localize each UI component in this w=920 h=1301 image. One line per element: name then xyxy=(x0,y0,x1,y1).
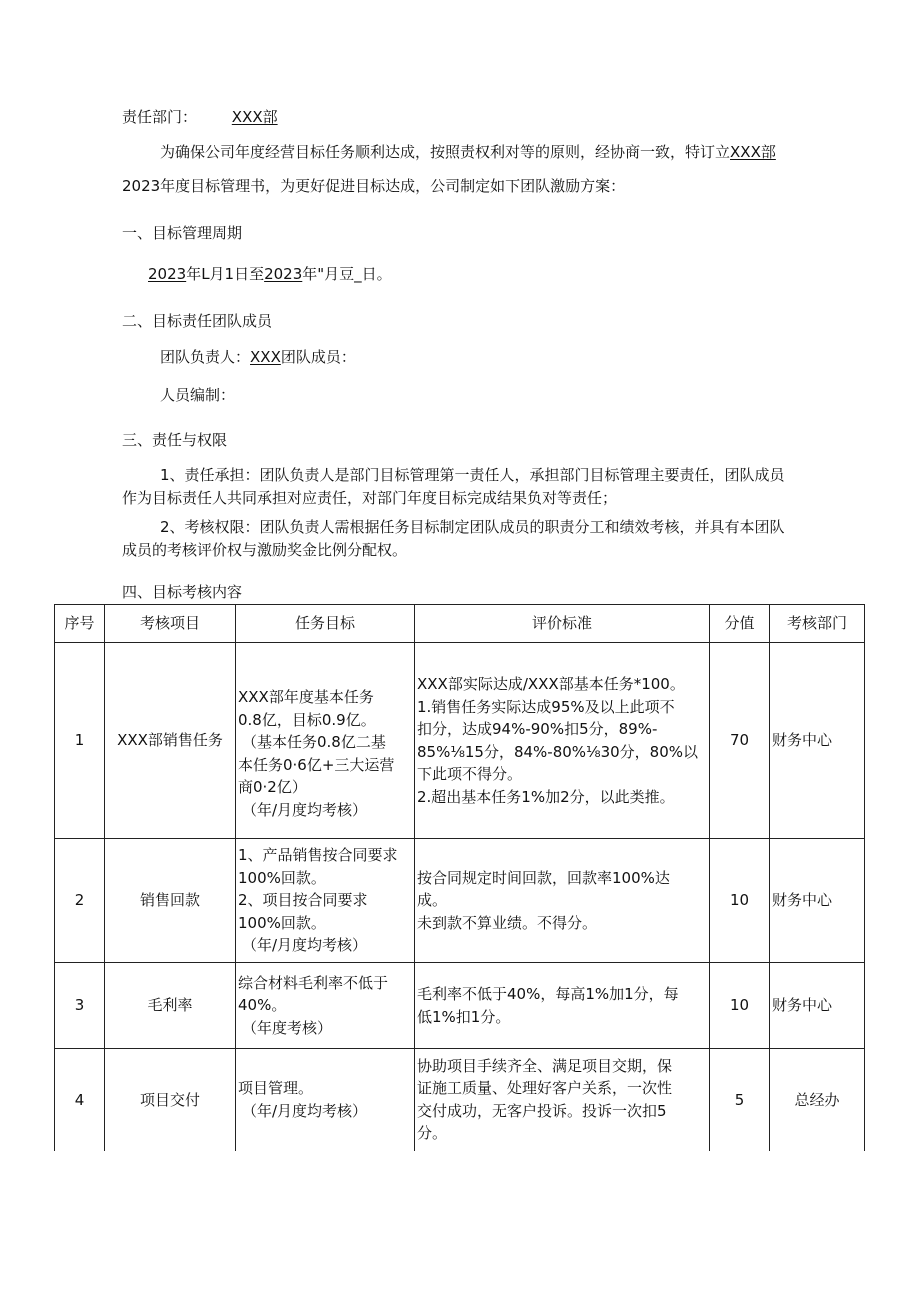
period-end: 年"月豆_日。 xyxy=(302,265,392,283)
header-goal: 任务目标 xyxy=(236,605,415,643)
period-year-start: 2023 xyxy=(148,265,187,283)
row-goal xyxy=(236,963,415,1049)
team-line xyxy=(160,346,356,368)
leader-label: 团队负责人： xyxy=(160,348,251,366)
row-criteria xyxy=(415,1049,710,1151)
dept-label: 责任部门： xyxy=(122,108,198,126)
criteria-line: 扣分，达成94%-90%扣5分，89%- xyxy=(417,720,658,738)
assessment-table xyxy=(54,604,865,1151)
intro-line-2: 2023年度目标管理书，为更好促进目标达成，公司制定如下团队激励方案： xyxy=(122,177,626,195)
goal-line: （年/月度均考核） xyxy=(242,800,368,819)
table-header-row xyxy=(55,605,865,643)
criteria-line: 未到款不算业绩。不得分。 xyxy=(417,913,598,932)
goal-line: 本任务0·6亿+三大运营 xyxy=(238,755,395,774)
goal-line: 100%回款。 xyxy=(238,913,326,932)
goal-line: 综合材料毛利率不低于 xyxy=(238,973,389,992)
row-dept: 财务中心 xyxy=(770,963,865,1049)
staffing-line: 人员编制： xyxy=(160,386,236,404)
header-score: 分值 xyxy=(710,605,770,643)
goal-line: 100%回款。 xyxy=(238,868,326,887)
row-no: 2 xyxy=(55,839,105,963)
row-item: 项目交付 xyxy=(105,1049,236,1151)
criteria-line: 下此项不得分。 xyxy=(417,765,523,783)
criteria-line: 低1%扣1分。 xyxy=(417,1007,511,1026)
section3-item-1-line-1: 1、责任承担：团队负责人是部门目标管理第一责任人，承担部门目标管理主要责任，团队成员 xyxy=(160,466,785,484)
goal-line: （年/月度均考核） xyxy=(242,936,368,955)
period-line xyxy=(148,263,392,285)
row-item: XXX部销售任务 xyxy=(105,643,236,839)
header-no: 序号 xyxy=(55,605,105,643)
row-score: 70 xyxy=(710,643,770,839)
criteria-line: 分。 xyxy=(417,1124,448,1143)
section3-item-2-line-1: 2、考核权限：团队负责人需根据任务目标制定团队成员的职责分工和绩效考核，并具有本团队 xyxy=(160,518,785,536)
goal-line: （基本任务0.8亿二基 xyxy=(242,733,386,751)
row-dept: 财务中心 xyxy=(770,643,865,839)
criteria-line: 证施工质量、处理好客户关系，一次性 xyxy=(417,1079,673,1098)
row-goal xyxy=(236,643,415,839)
row-no: 1 xyxy=(55,643,105,839)
intro-text: 为确保公司年度经营目标任务顺利达成，按照责权利对等的原则，经协商一致，特订立 xyxy=(160,143,731,161)
criteria-line: 1.销售任务实际达成95%及以上此项不 xyxy=(417,697,675,716)
row-dept: 总经办 xyxy=(770,1049,865,1151)
period-year-end: 2023 xyxy=(264,265,303,283)
criteria-line: 85%⅛15分，84%-80%⅛30分，80%以 xyxy=(417,742,699,761)
period-mid: 年L月1日至 xyxy=(186,265,265,283)
criteria-line: 毛利率不低于40%，每高1%加1分，每 xyxy=(417,985,679,1003)
row-goal xyxy=(236,839,415,963)
criteria-line: 协助项目手续齐全、满足项目交期，保 xyxy=(417,1056,673,1075)
goal-line: 1、产品销售按合同要求 xyxy=(238,846,398,865)
dept-value: XXX部 xyxy=(231,108,278,126)
intro-dept: XXX部 xyxy=(730,143,776,161)
goal-line: （年度考核） xyxy=(242,1018,333,1037)
table-row xyxy=(55,1049,865,1151)
goal-line: （年/月度均考核） xyxy=(242,1101,368,1120)
criteria-line: 成。 xyxy=(417,891,448,910)
criteria-line: XXX部实际达成/XXX部基本任务*100。 xyxy=(417,675,685,693)
header-dept: 考核部门 xyxy=(770,605,865,643)
goal-line: 40%。 xyxy=(238,996,287,1015)
row-item: 销售回款 xyxy=(105,839,236,963)
section2-title: 二、目标责任团队成员 xyxy=(122,312,273,330)
row-no: 3 xyxy=(55,963,105,1049)
table-row xyxy=(55,643,865,839)
section3-item-2 xyxy=(122,516,864,562)
row-dept: 财务中心 xyxy=(770,839,865,963)
section4-title: 四、目标考核内容 xyxy=(122,583,243,601)
header-criteria: 评价标准 xyxy=(415,605,710,643)
row-item: 毛利率 xyxy=(105,963,236,1049)
criteria-line: 交付成功，无客户投诉。投诉一次扣5 xyxy=(417,1101,667,1120)
row-score: 10 xyxy=(710,839,770,963)
row-score: 10 xyxy=(710,963,770,1049)
section1-title: 一、目标管理周期 xyxy=(122,224,243,242)
row-criteria xyxy=(415,963,710,1049)
goal-line: 商0·2亿） xyxy=(238,778,307,796)
table-row xyxy=(55,963,865,1049)
table-row xyxy=(55,839,865,963)
row-criteria xyxy=(415,643,710,839)
criteria-line: 2.超出基本任务1%加2分，以此类推。 xyxy=(417,787,675,806)
row-goal xyxy=(236,1049,415,1151)
goal-line: XXX部年度基本任务 xyxy=(238,688,374,706)
row-no: 4 xyxy=(55,1049,105,1151)
goal-line: 项目管理。 xyxy=(238,1079,314,1098)
dept-line xyxy=(122,106,278,128)
goal-line: 0.8亿，目标0.9亿。 xyxy=(238,710,376,729)
row-score: 5 xyxy=(710,1049,770,1151)
intro-line-1 xyxy=(160,141,776,163)
row-criteria xyxy=(415,839,710,963)
section3-item-1-line-2: 作为目标责任人共同承担对应责任，对部门年度目标完成结果负对等责任； xyxy=(122,489,618,507)
section3-item-1 xyxy=(122,464,864,510)
criteria-line: 按合同规定时间回款，回款率100%达 xyxy=(417,868,670,887)
goal-line: 2、项目按合同要求 xyxy=(238,891,368,910)
leader-value: XXX xyxy=(250,348,281,366)
header-item: 考核项目 xyxy=(105,605,236,643)
section3-item-2-line-2: 成员的考核评价权与激励奖金比例分配权。 xyxy=(122,541,408,559)
members-label: 团队成员： xyxy=(280,348,356,366)
section3-title: 三、责任与权限 xyxy=(122,431,228,449)
